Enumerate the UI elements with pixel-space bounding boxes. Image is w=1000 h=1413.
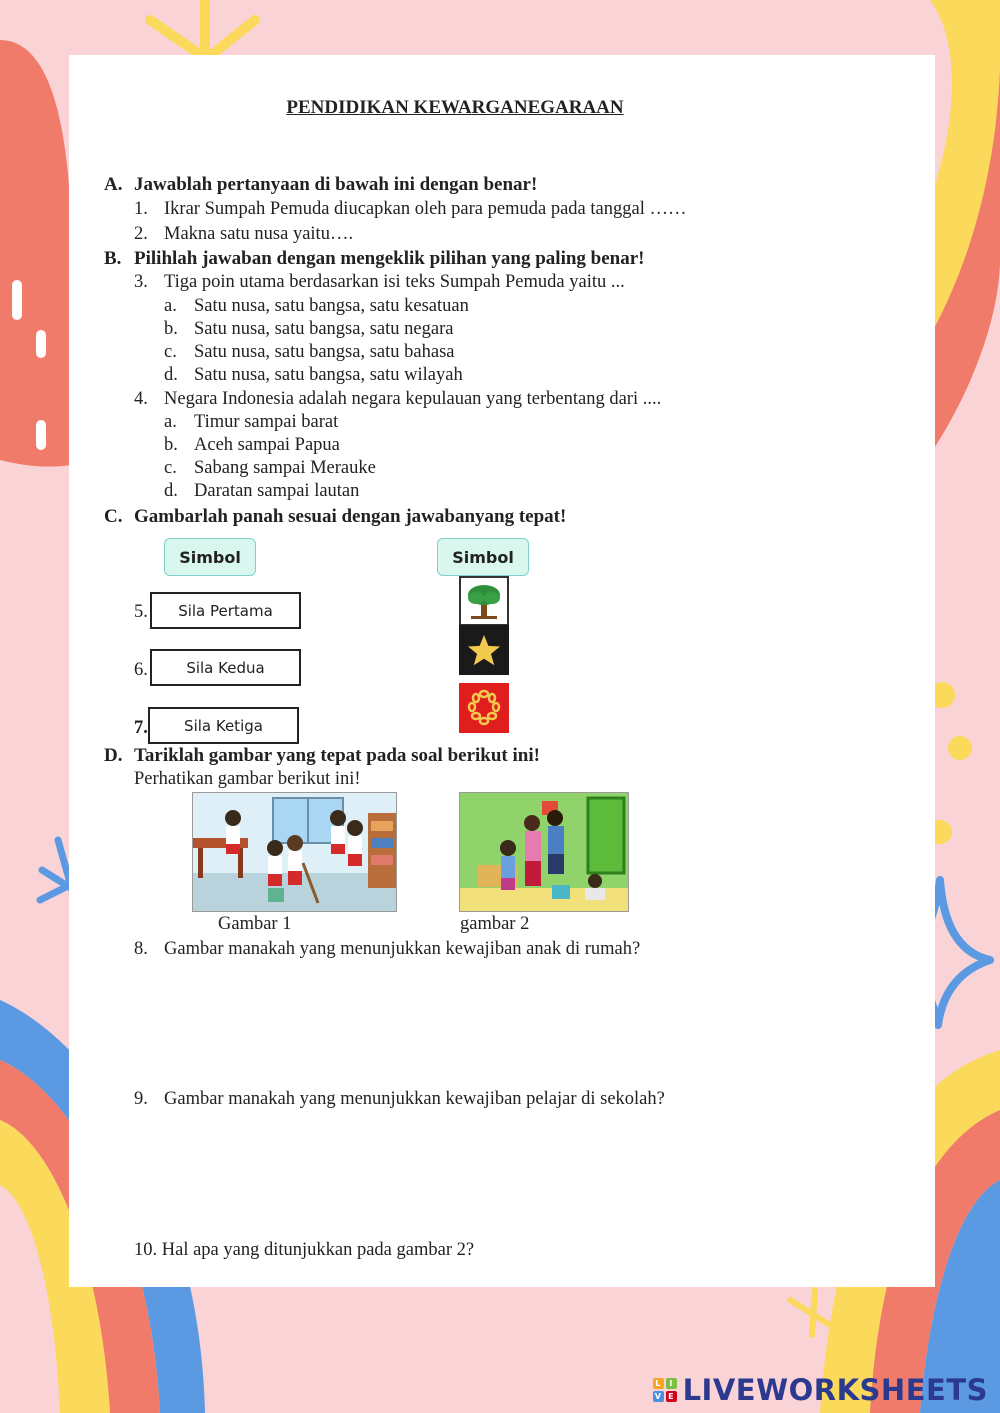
star-icon[interactable] [459,625,509,675]
question-text: Tiga poin utama berdasarkan isi teks Sumpah Pemuda yaitu ... [164,272,625,292]
q4-option-b[interactable] [164,435,340,456]
gambar-1-caption: Gambar 1 [218,914,292,934]
option-text: Sabang sampai Merauke [194,458,376,478]
question-9 [134,1089,665,1110]
section-b-heading [104,248,645,270]
banyan-tree-icon[interactable] [459,576,509,626]
section-letter: D. [104,745,123,766]
option-letter: b. [164,319,178,339]
item-number-7: 7. [134,718,148,738]
mark-letter: L [653,1378,664,1389]
question-1 [134,199,686,220]
q3-option-c[interactable] [164,342,454,363]
section-title: Tariklah gambar yang tepat pada soal berikut ini! [134,745,540,766]
item-number-6: 6. [134,660,148,680]
section-title: Gambarlah panah sesuai dengan jawabanyang tepat! [134,506,567,527]
home-illustration [460,793,628,911]
option-letter: c. [164,342,177,362]
q3-option-d[interactable] [164,365,463,386]
question-number: 1. [134,199,148,219]
option-letter: d. [164,481,178,501]
question-10 [134,1240,474,1261]
question-2 [134,224,353,245]
page-title: PENDIDIKAN KEWARGANEGARAAN [286,97,624,118]
chain-graphic [459,683,509,733]
section-c-heading [104,506,566,528]
option-letter: d. [164,365,178,385]
liveworksheets-mark-icon [653,1378,677,1402]
q3-option-b[interactable] [164,319,453,340]
sila-kedua-box[interactable]: Sila Kedua [150,649,301,686]
option-text: Satu nusa, satu bangsa, satu kesatuan [194,296,469,316]
question-text: Hal apa yang ditunjukkan pada gambar 2? [161,1240,475,1260]
simbol-header-right: Simbol [437,538,529,576]
question-number: 2. [134,224,148,244]
question-text: Gambar manakah yang menunjukkan kewajiban anak di rumah? [164,939,641,959]
question-number: 3. [134,272,148,292]
banyan-tree-graphic [461,578,507,624]
sila-pertama-box[interactable]: Sila Pertama [150,592,301,629]
option-text: Aceh sampai Papua [194,435,340,455]
mark-letter: V [653,1391,664,1402]
option-letter: b. [164,435,178,455]
section-letter: B. [104,248,122,269]
chain-icon[interactable] [459,683,509,733]
q4-option-c[interactable] [164,458,376,479]
liveworksheets-brand-text: LIVEWORKSHEETS [682,1373,988,1407]
question-text: Makna satu nusa yaitu…. [164,224,354,244]
question-8 [134,939,640,960]
option-letter: a. [164,412,177,432]
section-title: Pilihlah jawaban dengan mengeklik pilihan yang paling benar! [134,248,645,269]
question-text: Gambar manakah yang menunjukkan kewajiban pelajar di sekolah? [164,1089,665,1109]
section-letter: C. [104,506,123,527]
mark-letter: I [666,1378,677,1389]
q3-option-a[interactable] [164,296,469,317]
q4-option-d[interactable] [164,481,359,502]
question-4 [134,389,661,410]
option-letter: a. [164,296,177,316]
mark-letter: E [666,1391,677,1402]
option-text: Timur sampai barat [194,412,339,432]
question-text: Ikrar Sumpah Pemuda diucapkan oleh para pemuda pada tanggal …… [164,199,687,219]
question-text: Negara Indonesia adalah negara kepulauan yang terbentang dari .... [164,389,662,409]
option-letter: c. [164,458,177,478]
option-text: Daratan sampai lautan [194,481,360,501]
section-letter: A. [104,174,123,195]
simbol-header-left: Simbol [164,538,256,576]
option-text: Satu nusa, satu bangsa, satu bahasa [194,342,455,362]
section-title: Jawablah pertanyaan di bawah ini dengan benar! [134,174,538,195]
option-text: Satu nusa, satu bangsa, satu negara [194,319,454,339]
question-number: 9. [134,1089,148,1109]
question-3 [134,272,625,293]
item-number-5: 5. [134,602,148,622]
liveworksheets-logo[interactable] [653,1373,988,1407]
classroom-illustration [193,793,396,911]
sila-ketiga-box[interactable]: Sila Ketiga [148,707,299,744]
question-number: 4. [134,389,148,409]
question-number: 8. [134,939,148,959]
question-number: 10. [134,1240,158,1260]
gambar-1-image[interactable] [192,792,397,912]
section-d-intro: Perhatikan gambar berikut ini! [134,769,361,789]
section-a-heading [104,174,537,196]
q4-option-a[interactable] [164,412,338,433]
option-text: Satu nusa, satu bangsa, satu wilayah [194,365,463,385]
gambar-2-caption: gambar 2 [460,914,530,934]
gambar-2-image[interactable] [459,792,629,912]
star-graphic [459,625,509,675]
section-d-heading [104,745,540,767]
